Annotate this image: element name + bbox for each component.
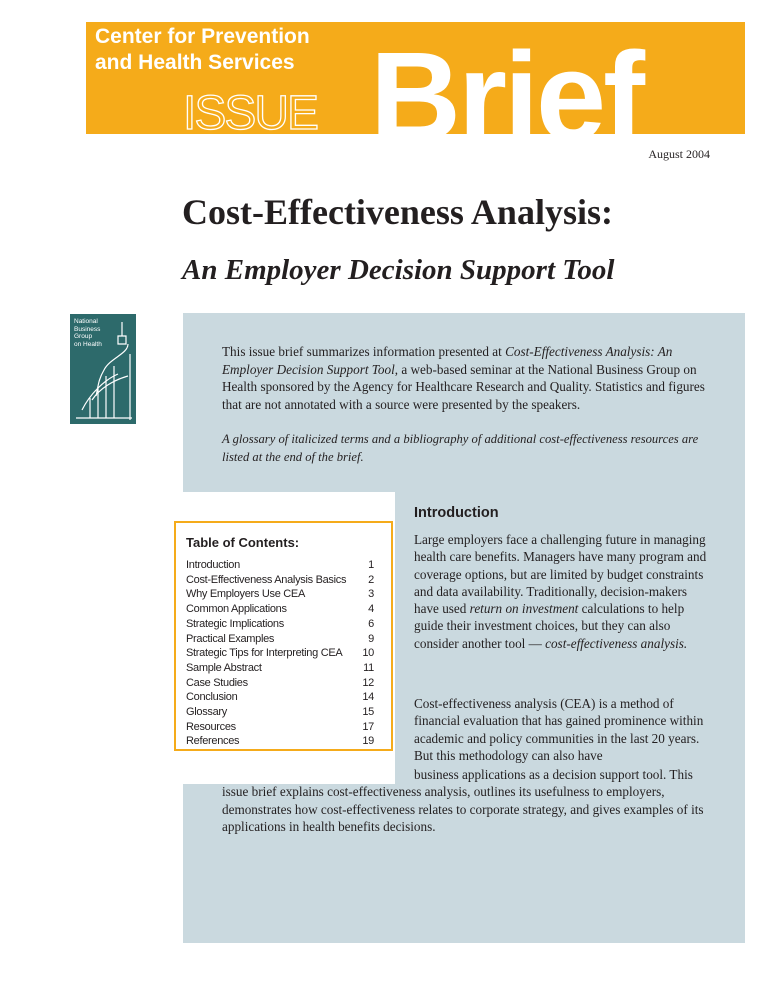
section-heading: Introduction [414,505,499,521]
toc-item-label: Introduction [186,559,240,571]
toc-item-page: 3 [368,588,374,601]
toc-item-label: Sample Abstract [186,661,262,674]
publication-date: August 2004 [648,147,710,161]
toc-item-page: 6 [368,617,374,630]
toc-item-label: Glossary [186,706,227,719]
toc-item[interactable] [186,705,374,720]
toc-item-label: References [186,735,240,748]
toc-item[interactable] [186,602,374,617]
document-title: Cost-Effectiveness Analysis: [182,192,613,232]
toc-item[interactable] [186,558,374,573]
toc-item-page: 11 [363,661,374,674]
cea-paragraph-continued: business applications as a decision support tool. This issue brief explains cost-effectiveness analysis, outlines its usefulness to employers, demonstrates how cost-effectiveness relates to corporate strategy, and gives examples of its applications in health benefits decisions. [222,767,704,834]
toc-item-label: Strategic Implications [186,617,284,630]
toc-item-label: Strategic Tips for Interpreting CEA [186,647,343,660]
toc-item-page: 9 [368,632,374,645]
publisher-logo [70,314,136,424]
toc-item[interactable] [186,676,374,691]
toc-item-page: 14 [362,691,374,704]
toc-item-label: Common Applications [186,603,287,616]
toc-item-label: Conclusion [186,691,238,704]
summary-paragraph: This issue brief summarizes information presented at Cost-Effectiveness Analysis: An Employer Decision Support Tool, a web-based seminar at the National Business Group on Health sponsored by the Agency for Healthcare Research and Quality. Statistics and figures that are not annotated with a source were presented by the speakers. [222,344,705,412]
toc-item[interactable] [186,734,374,749]
toc-item[interactable] [186,720,374,735]
document-subtitle: An Employer Decision Support Tool [182,254,615,286]
toc-item[interactable] [186,646,374,661]
seminar-title: Cost-Effectiveness Analysis: An Employer Decision Support Tool [222,344,673,377]
toc-item-page: 15 [362,706,374,719]
toc-item-page: 1 [368,559,374,571]
toc-item-page: 12 [362,676,374,689]
toc-item-page: 10 [362,647,374,660]
cea-paragraph: Cost-effectiveness analysis (CEA) is a method of financial evaluation that has gained prominence within academic and policy communities in the last 20 years. But this methodology can also have [414,696,704,763]
table-of-contents [174,521,393,751]
intro-paragraph: Large employers face a challenging future in managing health care benefits. Managers have many program and coverage options, but are limited by budget constraints and data availability. Traditionally, decision-makers have used return on investment calculations to help guide their investment choices, but they can also consider another tool — cost-effectiveness analysis. [414,532,707,651]
toc-item[interactable] [186,632,374,647]
toc-item[interactable] [186,617,374,632]
toc-item-label: Case Studies [186,676,248,689]
toc-item-page: 19 [362,735,374,748]
toc-list [186,558,374,749]
issue-wordmark: ISSUE [183,87,318,140]
toc-item[interactable] [186,690,374,705]
toc-item-label: Cost-Effectiveness Analysis Basics [186,573,347,586]
toc-item[interactable] [186,661,374,676]
organization-name: Center for Prevention and Health Services [95,25,310,74]
toc-item-label: Why Employers Use CEA [186,588,306,601]
logo-text: National Business Group on Health [74,318,102,348]
toc-item-label: Practical Examples [186,632,275,645]
brief-wordmark: Brief [370,26,643,167]
toc-item-page: 4 [368,603,374,616]
glossary-term: return on investment [469,601,579,617]
toc-item-page: 17 [362,720,374,733]
toc-item[interactable] [186,573,374,588]
toc-item[interactable] [186,587,374,602]
toc-item-label: Resources [186,720,236,733]
toc-title: Table of Contents: [186,535,300,550]
glossary-term: cost-effectiveness analysis. [545,635,688,651]
glossary-note: A glossary of italicized terms and a bibliography of additional cost-effectiveness resources are listed at the end of the brief. [222,432,699,464]
toc-item-page: 2 [368,573,374,586]
